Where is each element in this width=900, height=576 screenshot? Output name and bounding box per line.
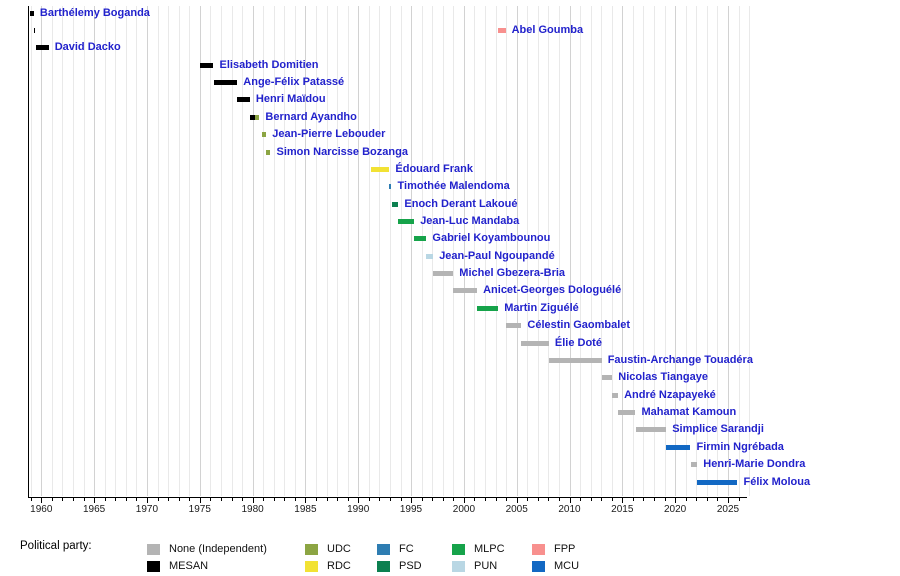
axis-label-2000: 2000 [452, 504, 476, 515]
legend-label-mesan: MESAN [169, 560, 209, 572]
axis-tick-1980 [253, 498, 254, 503]
axis-label-1975: 1975 [188, 504, 211, 515]
gridline-1962 [62, 6, 63, 496]
gridline-1973 [179, 6, 180, 496]
pm-name-link[interactable]: David Dacko [54, 41, 121, 54]
axis-tick-1996 [422, 498, 423, 501]
legend-label-none-independent-: None (Independent) [169, 543, 267, 555]
gridline-1964 [84, 6, 85, 496]
legend-label-pun: PUN [474, 560, 498, 572]
term-bar [612, 393, 618, 398]
legend-swatch-psd [377, 561, 390, 572]
term-bar [602, 375, 613, 380]
gridline-1995 [411, 6, 412, 496]
pm-name-link[interactable]: Enoch Derant Lakoué [404, 197, 518, 210]
axis-tick-2019 [665, 498, 666, 501]
legend-label-fc: FC [399, 543, 414, 555]
pm-name-link[interactable]: Elisabeth Domitien [219, 58, 319, 71]
axis-tick-1972 [168, 498, 169, 501]
axis-tick-1985 [305, 498, 306, 503]
gridline-1972 [168, 6, 169, 496]
pm-name-link[interactable]: Timothée Malendoma [397, 180, 510, 193]
legend-label-psd: PSD [399, 560, 422, 572]
gridline-2018 [654, 6, 655, 496]
axis-tick-1989 [348, 498, 349, 501]
gridline-1996 [422, 6, 423, 496]
term-bar [697, 480, 737, 485]
term-bar [237, 97, 250, 102]
axis-tick-2021 [686, 498, 687, 501]
gridline-1969 [136, 6, 137, 496]
term-bar [618, 410, 635, 415]
pm-name-link[interactable]: Gabriel Koyambounou [432, 232, 551, 245]
gridline-1993 [390, 6, 391, 496]
axis-tick-1961 [52, 498, 53, 501]
axis-tick-2022 [696, 498, 697, 501]
axis-tick-1993 [390, 498, 391, 501]
legend-swatch-mcu [532, 561, 545, 572]
gridline-1997 [432, 6, 433, 496]
axis-label-2015: 2015 [611, 504, 634, 515]
term-bar [200, 63, 214, 68]
axis-tick-1965 [94, 498, 95, 503]
axis-tick-2016 [633, 498, 634, 501]
term-bar [389, 184, 391, 189]
axis-tick-1986 [316, 498, 317, 501]
axis-label-1970: 1970 [135, 504, 159, 515]
pm-name-link[interactable]: Henri Maïdou [255, 93, 326, 106]
gridline-1963 [73, 6, 74, 496]
legend-label-mlpc: MLPC [474, 543, 505, 555]
axis-tick-1962 [62, 498, 63, 501]
legend-swatch-fc [377, 544, 390, 555]
gridline-1976 [210, 6, 211, 496]
term-bar [214, 80, 238, 85]
term-bar [549, 358, 602, 363]
axis-tick-1987 [327, 498, 328, 501]
gridline-2009 [559, 6, 560, 496]
axis-tick-2024 [717, 498, 718, 501]
axis-tick-1998 [443, 498, 444, 501]
axis-label-2010: 2010 [558, 504, 581, 515]
axis-tick-2009 [559, 498, 560, 501]
pm-name-link[interactable]: Élie Doté [554, 336, 602, 349]
gridline-1971 [158, 6, 159, 496]
term-bar [453, 288, 477, 293]
y-axis-spine [28, 6, 29, 497]
gridline-1975 [200, 6, 201, 496]
axis-tick-1984 [295, 498, 296, 501]
gridline-1994 [401, 6, 402, 496]
gridline-1965 [94, 6, 95, 496]
gridline-2017 [643, 6, 644, 496]
axis-tick-1967 [115, 498, 116, 501]
legend-swatch-mlpc [452, 544, 465, 555]
legend-swatch-udc [305, 544, 318, 555]
axis-tick-1966 [105, 498, 106, 501]
axis-label-1965: 1965 [82, 504, 106, 515]
axis-tick-1994 [401, 498, 402, 501]
axis-tick-2004 [506, 498, 507, 501]
term-bar [30, 11, 34, 16]
axis-tick-1990 [358, 498, 359, 503]
gridline-1991 [369, 6, 370, 496]
gridline-1992 [379, 6, 380, 496]
term-bar [262, 132, 267, 137]
axis-tick-1977 [221, 498, 222, 501]
gridline-2014 [612, 6, 613, 496]
axis-tick-2023 [707, 498, 708, 501]
gridline-1968 [126, 6, 127, 496]
axis-tick-2013 [601, 498, 602, 501]
axis-tick-1983 [284, 498, 285, 501]
pm-name-link[interactable]: Célestin Gaombalet [527, 319, 631, 332]
legend-label-rdc: RDC [327, 560, 351, 572]
pm-name-link[interactable]: Simon Narcisse Bozanga [276, 145, 408, 158]
legend-title: Political party: [20, 540, 92, 552]
pm-name-link[interactable]: Simplice Sarandji [672, 423, 764, 436]
gridline-2019 [665, 6, 666, 496]
gridline-2011 [580, 6, 581, 496]
axis-tick-1979 [242, 498, 243, 501]
pm-name-link[interactable]: Henri-Marie Dondra [703, 458, 806, 471]
gridline-2012 [591, 6, 592, 496]
axis-label-1985: 1985 [294, 504, 317, 515]
axis-tick-1964 [84, 498, 85, 501]
axis-tick-2008 [548, 498, 549, 501]
axis-tick-2006 [527, 498, 528, 501]
pm-name-link[interactable]: Faustin-Archange Touadéra [607, 353, 753, 366]
axis-tick-2025 [728, 498, 729, 503]
axis-tick-2017 [643, 498, 644, 501]
axis-tick-1988 [337, 498, 338, 501]
axis-label-1995: 1995 [399, 504, 423, 515]
pm-name-link[interactable]: Jean-Luc Mandaba [420, 214, 520, 227]
axis-tick-1975 [200, 498, 201, 503]
gridline-1961 [52, 6, 53, 496]
pm-name-link[interactable]: Anicet-Georges Dologuélé [483, 284, 622, 297]
term-bar [255, 115, 260, 120]
axis-tick-1991 [369, 498, 370, 501]
pm-name-link[interactable]: Jean-Paul Ngoupandé [439, 249, 555, 262]
gridline-1974 [189, 6, 190, 496]
pm-name-link[interactable]: Firmin Ngrébada [696, 440, 784, 453]
pm-name-link[interactable]: Bernard Ayandho [265, 110, 357, 123]
pm-name-link[interactable]: Abel Goumba [511, 23, 584, 36]
axis-tick-2003 [496, 498, 497, 501]
legend-label-mcu: MCU [554, 560, 580, 572]
axis-tick-1969 [136, 498, 137, 501]
axis-label-1980: 1980 [241, 504, 264, 515]
legend-swatch-none-independent- [147, 544, 160, 555]
term-bar [392, 202, 399, 207]
term-bar [691, 462, 698, 467]
legend-swatch-mesan [147, 561, 160, 572]
axis-tick-2020 [675, 498, 676, 503]
legend-swatch-fpp [532, 544, 545, 555]
axis-tick-2012 [591, 498, 592, 501]
axis-label-2005: 2005 [505, 504, 528, 515]
axis-tick-2011 [580, 498, 581, 501]
gridline-1967 [115, 6, 116, 496]
axis-tick-1963 [73, 498, 74, 501]
axis-tick-1997 [432, 498, 433, 501]
term-bar [426, 254, 433, 259]
axis-tick-1971 [158, 498, 159, 501]
pm-name-link[interactable]: Martin Ziguélé [504, 301, 579, 314]
axis-tick-2002 [485, 498, 486, 501]
pm-name-link[interactable]: Michel Gbezera-Bria [459, 267, 566, 280]
pm-name-link[interactable]: Mahamat Kamoun [641, 406, 737, 418]
term-bar [433, 271, 453, 276]
pm-name-link[interactable]: André Nzapayeké [624, 388, 716, 401]
term-bar [506, 323, 522, 328]
axis-label-1990: 1990 [347, 504, 370, 515]
gridline-2015 [622, 6, 623, 496]
term-bar [34, 28, 36, 33]
axis-tick-1968 [126, 498, 127, 501]
pm-name-link[interactable]: Jean-Pierre Lebouder [272, 128, 386, 141]
axis-tick-2001 [474, 498, 475, 501]
axis-tick-2000 [464, 498, 465, 503]
term-bar [636, 427, 667, 432]
gridline-2010 [570, 6, 571, 496]
term-bar [36, 45, 49, 50]
pm-name-link[interactable]: Nicolas Tiangaye [618, 371, 708, 384]
axis-tick-2007 [538, 498, 539, 501]
term-bar [498, 28, 505, 33]
axis-label-1960: 1960 [30, 504, 53, 515]
axis-tick-1981 [263, 498, 264, 501]
term-bar [371, 167, 390, 172]
legend-label-udc: UDC [327, 543, 351, 555]
term-bar [666, 445, 690, 450]
gridline-1989 [348, 6, 349, 496]
legend-label-fpp: FPP [554, 543, 576, 555]
axis-tick-2010 [570, 498, 571, 503]
axis-tick-1995 [411, 498, 412, 503]
pm-name-link[interactable]: Félix Moloua [743, 475, 811, 488]
term-bar [398, 219, 414, 224]
gridline-1966 [105, 6, 106, 496]
axis-tick-1970 [147, 498, 148, 503]
term-bar [266, 150, 270, 155]
axis-tick-1978 [232, 498, 233, 501]
axis-tick-2005 [517, 498, 518, 503]
gridline-2016 [633, 6, 634, 496]
axis-label-2025: 2025 [716, 504, 740, 515]
gridline-2013 [601, 6, 602, 496]
axis-tick-2015 [622, 498, 623, 503]
gridline-1990 [358, 6, 359, 496]
axis-tick-1992 [379, 498, 380, 501]
legend-swatch-rdc [305, 561, 318, 572]
axis-tick-1982 [274, 498, 275, 501]
term-bar [477, 306, 498, 311]
axis-tick-1999 [453, 498, 454, 501]
legend-swatch-pun [452, 561, 465, 572]
term-bar [521, 341, 549, 346]
term-bar [414, 236, 426, 241]
axis-tick-1976 [210, 498, 211, 501]
axis-tick-1960 [41, 498, 42, 503]
axis-tick-1973 [179, 498, 180, 501]
pm-name-link[interactable]: Ange-Félix Patassé [243, 76, 345, 88]
axis-label-2020: 2020 [663, 504, 687, 515]
axis-tick-1974 [189, 498, 190, 501]
axis-tick-2018 [654, 498, 655, 501]
axis-tick-1959 [31, 498, 32, 501]
axis-tick-2014 [612, 498, 613, 501]
pm-name-link[interactable]: Édouard Frank [395, 162, 474, 175]
pm-name-link[interactable]: Barthélemy Boganda [39, 6, 150, 19]
gridline-1970 [147, 6, 148, 496]
gridline-1959 [31, 6, 32, 496]
gridline-1960 [41, 6, 42, 496]
axis-tick-2026 [739, 498, 740, 501]
